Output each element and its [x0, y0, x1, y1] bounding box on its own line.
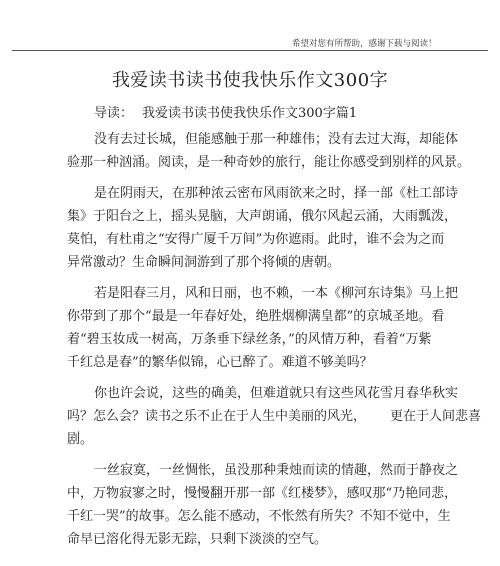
- text-line: 是在阴雨天，在那种浓云密布风雨欲来之时，择一部《杜工部诗: [94, 186, 459, 201]
- paragraph: [67, 282, 459, 374]
- text-line: 若是阳春三月，风和日丽，也不赖，一本《柳河东诗集》马上把: [94, 286, 459, 301]
- text-line: 中，万物寂寥之时，慢慢翻开那一部《红楼梦》，感叹那“乃艳同悲，: [67, 486, 458, 501]
- text-line: 命早已溶化得无影无踪，只剩下淡淡的空气。: [67, 532, 328, 547]
- paragraph: [67, 459, 459, 551]
- text-line: 你带到了那个“最是一年春好处，绝胜烟柳满皇都”的京城圣地。看: [67, 309, 445, 324]
- text-segment: 更在于人间悲喜: [390, 409, 482, 424]
- document-body: [67, 128, 482, 559]
- guide-text: 我爱读书读书使我快乐作文300字篇1: [142, 106, 358, 121]
- guide-line: [94, 102, 357, 121]
- document-title: 我爱读书读书使我快乐作文300字: [111, 70, 389, 91]
- header-divider: [12, 50, 488, 51]
- text-line: 集》于阳台之上，摇头晃脑，大声朗诵，俄尔风起云涌，大雨瓢泼，: [67, 209, 458, 224]
- paragraph: [67, 182, 459, 274]
- header-note: 希望对您有所帮助，感谢下载与阅读！: [292, 39, 437, 49]
- text-line: 没有去过长城，但能感触于那一种雄伟；没有去过大海，却能体: [94, 132, 459, 147]
- text-line: 千红总是春”的繁华似锦，心已醉了。难道不够美吗？: [67, 355, 373, 370]
- text-line: 一丝寂寞，一丝惆怅，虽没那种秉烛而读的情趣，然而于静夜之: [94, 463, 459, 478]
- text-segment: 吗？怎么会？读书之乐不止在于人生中美丽的风光，: [67, 409, 367, 424]
- paragraph: [67, 382, 482, 451]
- text-line: 莫怕，有杜甫之“安得广厦千万间”为你遮雨。此时，谁不会为之而: [67, 232, 445, 247]
- paragraph: [67, 128, 471, 174]
- text-line: 异常激动？生命瞬间洞游到了那个将倾的唐朝。: [67, 255, 341, 270]
- text-line: 你也许会说，这些的确美，但难道就只有这些风花雪月春华秋实: [94, 386, 459, 401]
- text-line: 验那一种汹涌。阅读，是一种奇妙的旅行，能让你感受到别样的风景。: [67, 155, 471, 170]
- text-line: [67, 405, 482, 428]
- text-line: 剧。: [67, 432, 94, 447]
- text-line: 千红一哭”的故事。怎么能不感动，不怅然有所失？不知不觉中，生: [67, 509, 451, 524]
- guide-label: 导读：: [94, 106, 134, 121]
- text-line: 着“碧玉妆成一树高，万条垂下绿丝条，”的风情万种，看着“万紫: [67, 332, 432, 347]
